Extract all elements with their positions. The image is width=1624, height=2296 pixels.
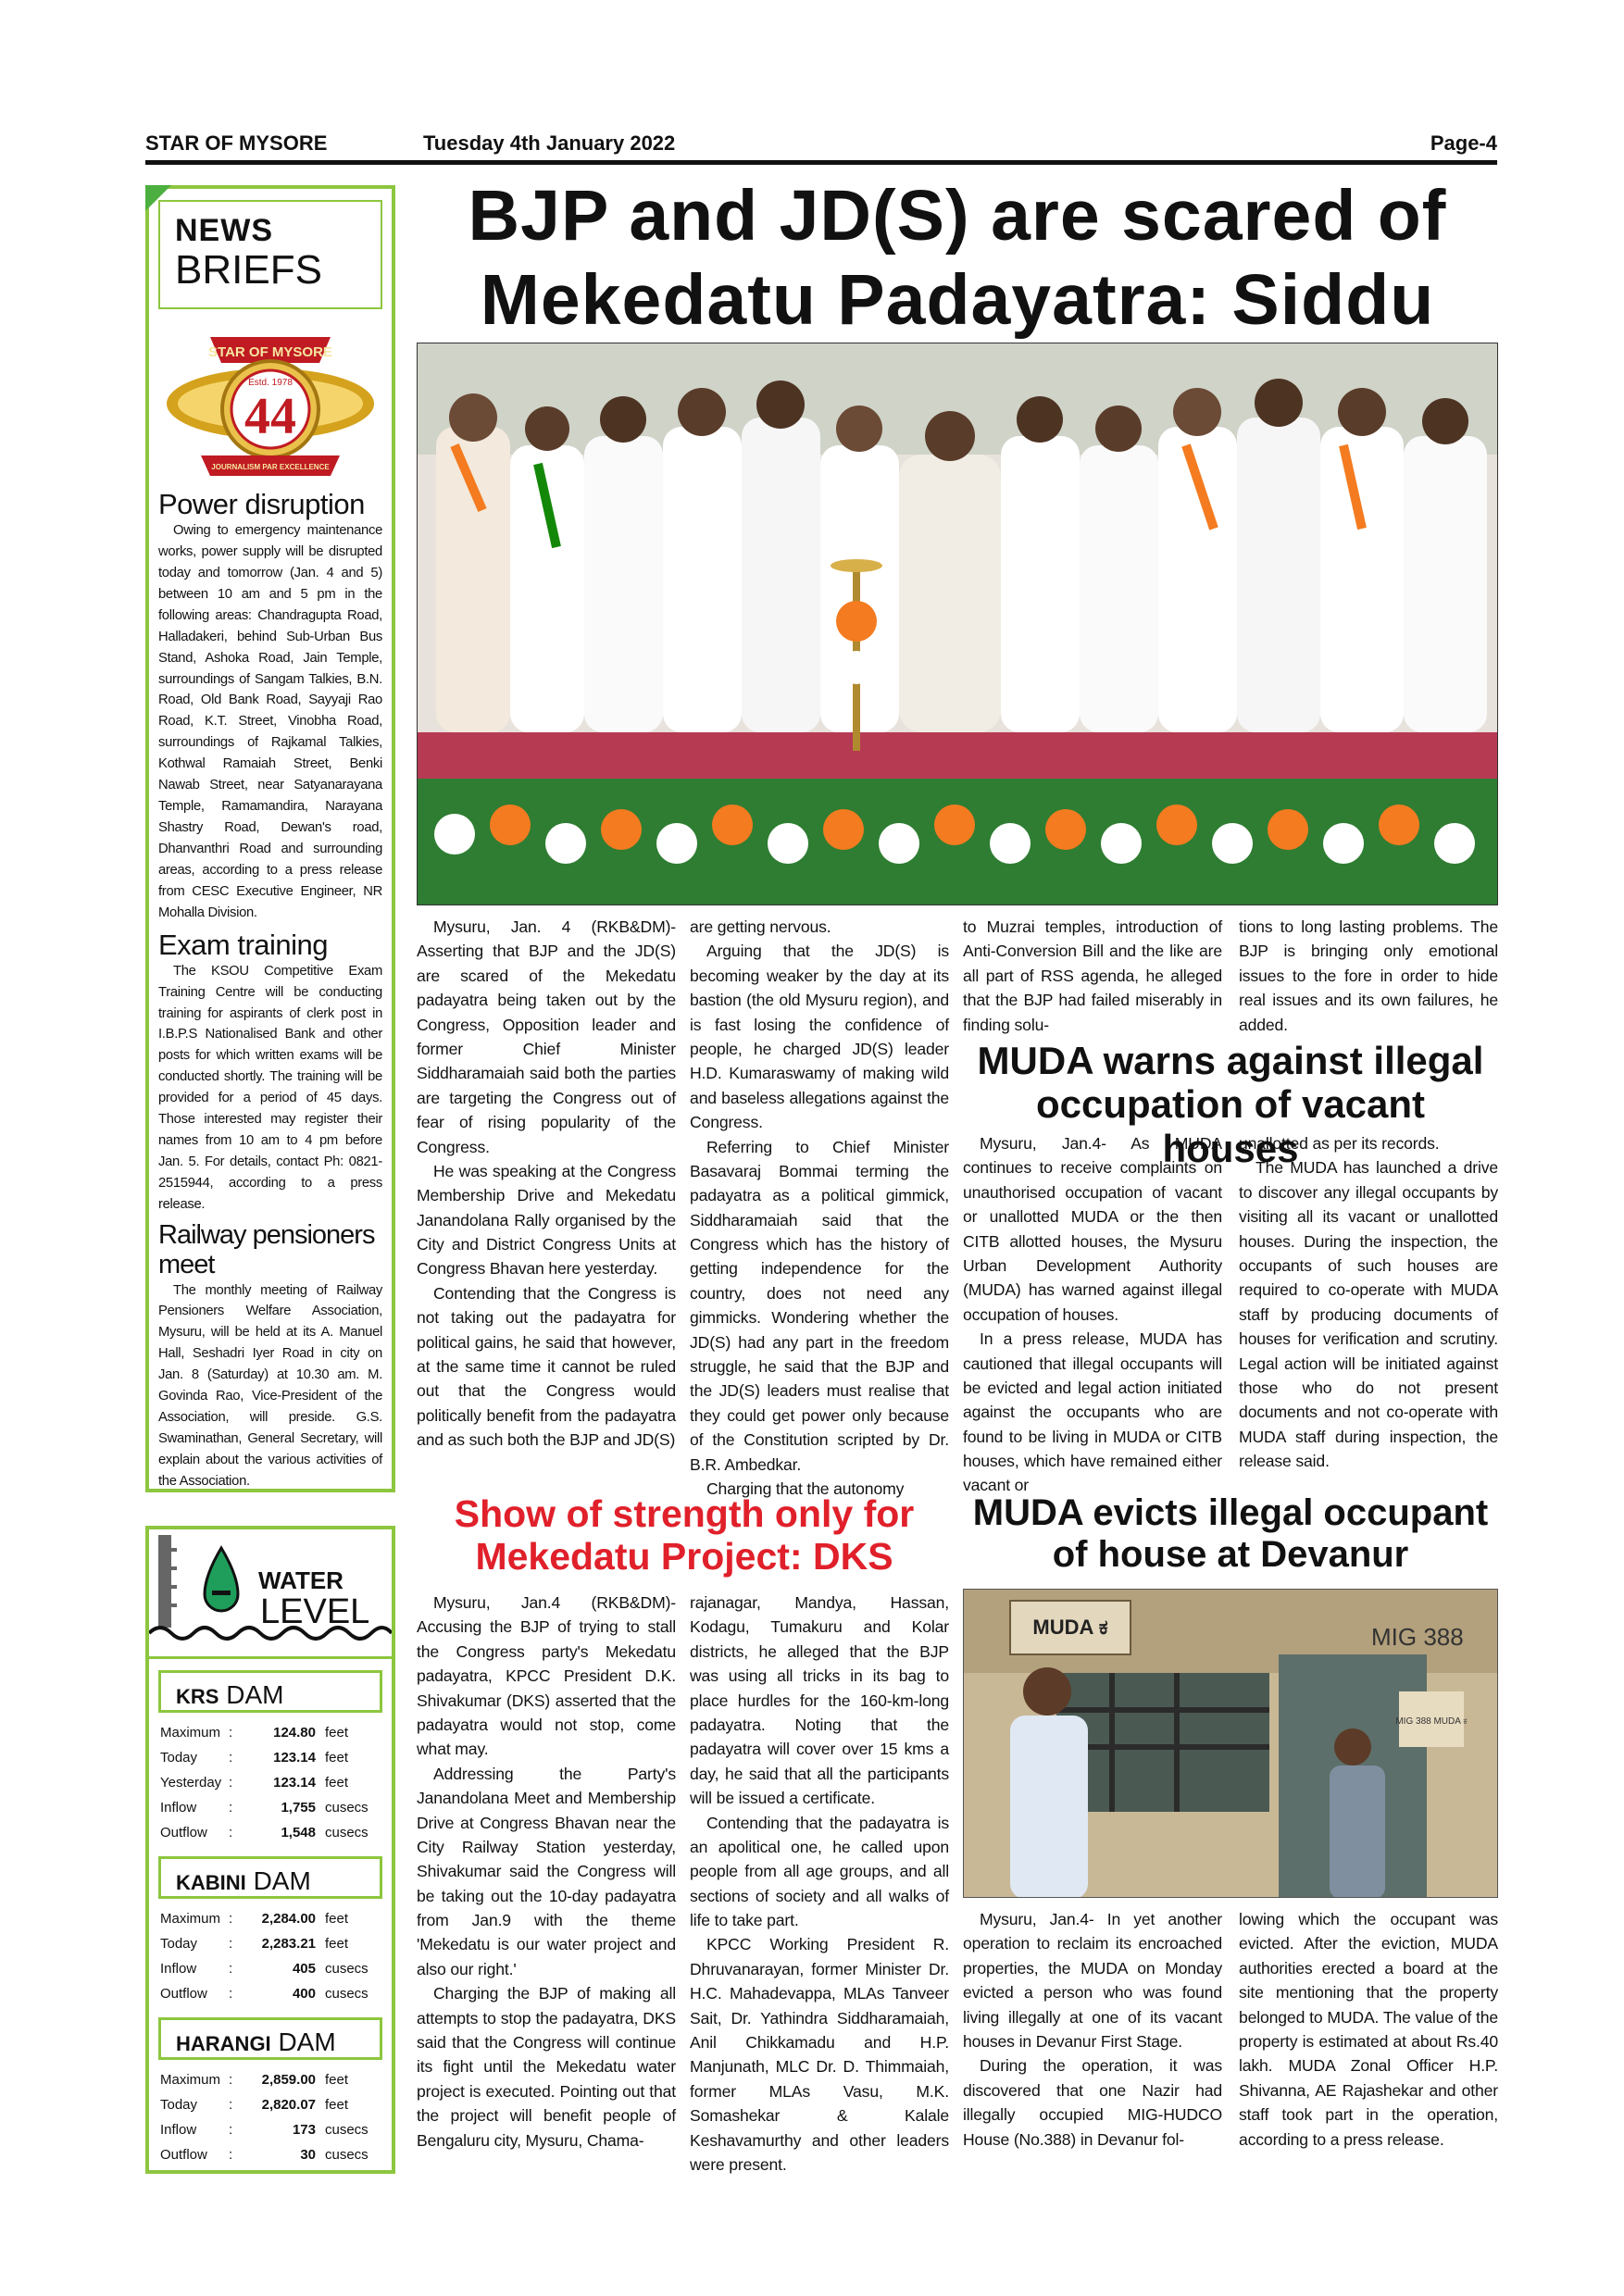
dam-krs xyxy=(149,1670,392,1845)
table-row: Maximum : 124.80 feet xyxy=(160,1725,349,1741)
brief-title: Railway pensioners meet xyxy=(158,1219,375,1279)
muda-warns-column-1 xyxy=(963,1131,1222,1498)
table-row: Maximum : 2,859.00 feet xyxy=(160,2072,349,2088)
briefs-label-news: NEWS xyxy=(175,213,273,248)
dks-headline: Show of strength only for Mekedatu Project: DKS xyxy=(454,1492,915,1578)
brief-railway xyxy=(158,1221,382,1492)
muda-evicts-headline: MUDA evicts illegal occupant of house at Devanur xyxy=(972,1492,1489,1576)
lead-photo-illustration xyxy=(418,343,1498,905)
masthead xyxy=(145,131,1497,165)
page-number: Page-4 xyxy=(1430,131,1497,155)
table-row: Yesterday : 123.14 feet xyxy=(160,1775,349,1791)
dam-title xyxy=(158,2017,382,2060)
level-label: LEVEL xyxy=(260,1592,370,1631)
corner-accent xyxy=(145,185,171,211)
gauge-pole xyxy=(158,1535,171,1628)
table-row: Today : 123.14 feet xyxy=(160,1750,349,1766)
dks-column-2 xyxy=(690,1591,949,2177)
water-level-box xyxy=(145,1526,395,2174)
dam-name: KRS xyxy=(176,1685,219,1708)
paragraph: Mysuru, Jan.4- In yet another operation to reclaim its encroached properties, the MUDA on Monday evicted a person who was found living illegally at one of its vacant houses in Devanur First Stage. xyxy=(963,1910,1222,2051)
brief-title: Exam training xyxy=(158,928,329,961)
paragraph: Mysuru, Jan.4 (RKB&DM)- Accusing the BJP of trying to stall the Congress party's Mekedatu padayatra, KPCC President D.K. Shivakumar (DKS) asserted that the padayatra would not stop, come what may. xyxy=(417,1593,676,1759)
dam-suffix: DAM xyxy=(278,2028,336,2056)
paragraph: KPCC Working President R. Dhruvanarayan, former Minister Dr. H.C. Mahadevappa, MLAs Tanveer Sait, Dr. Yathindra Siddharamaiah, Anil Chikkamadu and H.P. Manjunath, MLC Dr. D. Thimmaiah, former MLAs Vasu, M.K. Somashekar & Kalale Keshavamurthy and other leaders were present. xyxy=(690,1935,949,2174)
table-row: Outflow : 400 cusecs xyxy=(160,1986,369,2002)
paragraph: Charging the BJP of making all attempts to stop the padayatra, DKS said that the Congress will continue its fight until the Mekedatu water project is executed. Pointing out that the project will benefit people of Bengaluru city, Mysuru, Chama- xyxy=(417,1984,676,2150)
lead-headline: BJP and JD(S) are scared of Mekedatu Padayatra: Siddu xyxy=(468,176,1447,340)
table-row: Outflow : 30 cusecs xyxy=(160,2147,369,2163)
paragraph: rajanagar, Mandya, Hassan, Kodagu, Tumakuru and Kolar districts, he alleged that the BJP was using all tricks in its bag to place hurdles for the 160-km-long padayatra. Noting that the padayatra will cover over 15 kms a day, he said that all the participants will be issued a certificate. xyxy=(690,1593,949,1808)
muda-evicts-column-2 xyxy=(1239,1907,1498,2152)
table-row: Inflow : 1,755 cusecs xyxy=(160,1800,369,1816)
lead-column-4 xyxy=(1239,915,1498,1037)
brief-text: Owing to emergency maintenance works, power supply will be disrupted today and tomorrow (Jan. 4 and 5) between 10 am and 5 pm in the following areas: Chandragupta Road, Halladakeri, behind Sub-Urban Bus Stand, Ashoka Road, Jain Temple, surroundings of Sangam Talkies, B.N. Road, Old Bank Road, Sayyaji Rao Road, K.T. Street, Vinobha Road, surroundings of Rajkamal Talkies, Kothwal Ramaiah Street, Benki Nawab Street, near Satyanarayana Temple, Ramamandira, Narayana Shastry Road, Dewan's road, Dhanvanthri Road and surrounding areas, according to a press release from CESC Executive Engineer, NR Mohalla Division. xyxy=(158,523,382,920)
dam-suffix: DAM xyxy=(226,1680,284,1709)
briefs-label-briefs: BRIEFS xyxy=(175,247,322,293)
lead-column-1 xyxy=(417,915,676,1453)
lead-column-2 xyxy=(690,915,949,1501)
small-sign: MIG 388 MUDA ಕ xyxy=(1395,1716,1468,1727)
paragraph: to Muzrai temples, introduction of Anti-Conversion Bill and the like are all part of RSS agenda, he alleged that the BJP had failed miserably in finding solu- xyxy=(963,917,1222,1034)
table-row: Outflow : 1,548 cusecs xyxy=(160,1825,369,1841)
muda-warns-headline: MUDA warns against illegal occupation of vacant houses xyxy=(977,1039,1484,1170)
brief-power xyxy=(158,489,382,924)
paragraph: He was speaking at the Congress Membership Drive and Mekedatu Janandolana Rally organised by the City and District Congress Units at Congress Bhavan here yesterday. xyxy=(417,1161,676,1279)
paragraph: lowing which the occupant was evicted. After the eviction, MUDA authorities erected a board at the site mentioning that the property belonged to MUDA. The value of the property is estimated at about Rs.40 lakh. MUDA Zonal Officer H.P. Shivanna, AE Rajashekar and other staff took part in the operation, according to a press release. xyxy=(1239,1910,1498,2149)
window xyxy=(1056,1673,1269,1812)
paragraph: Contending that the Congress is not taking out the padayatra for political gains, he said that however, at the same time it cannot be ruled out that the Congress would politically benefit from the padayatra and as such both the BJP and JD(S) xyxy=(417,1283,676,1450)
dam-title xyxy=(158,1856,382,1899)
paragraph: During the operation, it was discovered that one Nazir had illegally occupied MIG-HUDCO House (No.388) in Devanur fol- xyxy=(963,2056,1222,2149)
dam-table xyxy=(149,2067,392,2167)
table-row: Today : 2,283.21 feet xyxy=(160,1936,349,1952)
logo-estd: Estd. 1978 xyxy=(248,378,293,388)
lead-column-3 xyxy=(963,915,1222,1037)
dam-table xyxy=(149,1720,392,1845)
dam-title xyxy=(158,1670,382,1713)
table-row: Today : 2,820.07 feet xyxy=(160,2097,349,2113)
logo-motto: JOURNALISM PAR EXCELLENCE xyxy=(211,463,330,471)
muda-warns-column-2 xyxy=(1239,1131,1498,1473)
water-level-header xyxy=(149,1529,392,1659)
sign-text: MUDA ಕ xyxy=(1032,1616,1108,1639)
paragraph: are getting nervous. xyxy=(690,917,831,936)
muda-evicts-column-1 xyxy=(963,1907,1222,2152)
table-row: Inflow : 173 cusecs xyxy=(160,2122,369,2138)
paragraph: Mysuru, Jan.4- As MUDA continues to receive complaints on unauthorised occupation of vacant or unallotted MUDA or the then CITB allotted houses, the Mysuru Urban Development Authority (MUDA) has warned against illegal occupation of houses. xyxy=(963,1134,1222,1324)
muda-evicts-photo xyxy=(963,1589,1498,1898)
dam-name: HARANGI xyxy=(176,2032,271,2055)
dam-harangi xyxy=(149,2017,392,2167)
brief-title: Power disruption xyxy=(158,488,365,520)
briefs-header xyxy=(158,200,382,309)
water-label: WATER xyxy=(258,1566,344,1594)
news-briefs-box xyxy=(145,185,395,1492)
paragraph: Charging that the autonomy xyxy=(706,1479,905,1498)
brief-exam xyxy=(158,930,382,1216)
lead-photo xyxy=(417,343,1498,905)
logo-banner-text: STAR OF MYSORE xyxy=(208,344,332,360)
anniversary-logo xyxy=(162,318,379,483)
house-photo-illustration xyxy=(964,1590,1498,1898)
dam-table xyxy=(149,1906,392,2006)
brief-text: The KSOU Competitive Exam Training Centre will be conducting training for aspirants of clerk post in I.B.P.S Nationalised Bank and other posts for which written exams will be conducted shortly. The training will be provided for a period of 45 days. Those interested may register their names from 10 am to 4 pm before Jan. 5. For details, contact Ph: 0821-2515944, according to a press release. xyxy=(158,963,382,1212)
dam-suffix: DAM xyxy=(253,1866,311,1895)
paragraph: Mysuru, Jan. 4 (RKB&DM)- Asserting that BJP and the JD(S) are scared of the Mekedatu padayatra being taken out by the Congress, Opposition leader and former Chief Minister Siddharamaiah said both the parties are targeting the Congress out of fear of rising popularity of the Congress. xyxy=(417,917,676,1156)
paragraph: tions to long lasting problems. The BJP is bringing only emotional issues to the fore in order to hide real issues and its own failures, he added. xyxy=(1239,917,1498,1034)
door-number: MIG 388 xyxy=(1371,1623,1464,1651)
dks-column-1 xyxy=(417,1591,676,2152)
paper-name: STAR OF MYSORE xyxy=(145,131,328,155)
paragraph: unallotted as per its records. xyxy=(1239,1134,1440,1153)
table-row: Inflow : 405 cusecs xyxy=(160,1961,369,1977)
paragraph: Referring to Chief Minister Basavaraj Bommai terming the padayatra as a political gimmick, Siddharamaiah said that the Congress which has the history of getting independence for the country, does not need any gimmicks. Wondering whether the JD(S) had any part in the freedom struggle, he said that the BJP and the JD(S) leaders must realise that they could get power only because of the Constitution scripted by Dr. B.R. Ambedkar. xyxy=(690,1137,949,1474)
paragraph: The MUDA has launched a drive to discover any illegal occupants by visiting all its vacant or unallotted houses. During the inspection, the occupants of such houses are required to co-operate with MUDA staff by producing documents of houses for verification and scrutiny. Legal action will be initiated against those who do not present documents and not co-operate with MUDA staff during inspection, the release said. xyxy=(1239,1158,1498,1471)
table-row: Maximum : 2,284.00 feet xyxy=(160,1911,349,1927)
droplet-icon xyxy=(205,1548,238,1611)
logo-number: 44 xyxy=(244,388,296,445)
dam-name: KABINI xyxy=(176,1871,246,1894)
flower-arrangement xyxy=(418,779,1498,905)
dam-kabini xyxy=(149,1856,392,2006)
paragraph: Arguing that the JD(S) is becoming weaker by the day at its bastion (the old Mysuru region), and is fast losing the confidence of people, he charged JD(S) leader H.D. Kumaraswamy of making wild and baseless allegations against the Congress. xyxy=(690,942,949,1132)
paragraph: Contending that the padayatra is an apolitical one, he called upon people from all age groups, and all sections of society and all walks of life to take part. xyxy=(690,1813,949,1930)
brief-text: The monthly meeting of Railway Pensioners Welfare Association, Mysuru, will be held at its A. Manuel Hall, Seshadri Iyer Road in city on Jan. 8 (Saturday) at 10.30 am. M. Govinda Rao, Vice-President of the Association, will preside. G.S. Swaminathan, General Secretary, will explain about the various activities of the Association. xyxy=(158,1282,382,1489)
paragraph: Addressing the Party's Janandolana Meet and Membership Drive at Congress Bhavan near the City Railway Station yesterday, Shivakumar said the Congress will be taking out the 10-day padayatra from Jan.9 with the theme 'Mekedatu is our water project and also our right.' xyxy=(417,1764,676,1978)
paragraph: In a press release, MUDA has cautioned that illegal occupants will be evicted and legal action initiated against the occupants who are found to be living in MUDA or CITB houses, which have remained either vacant or xyxy=(963,1329,1222,1495)
issue-date: Tuesday 4th January 2022 xyxy=(423,131,676,155)
